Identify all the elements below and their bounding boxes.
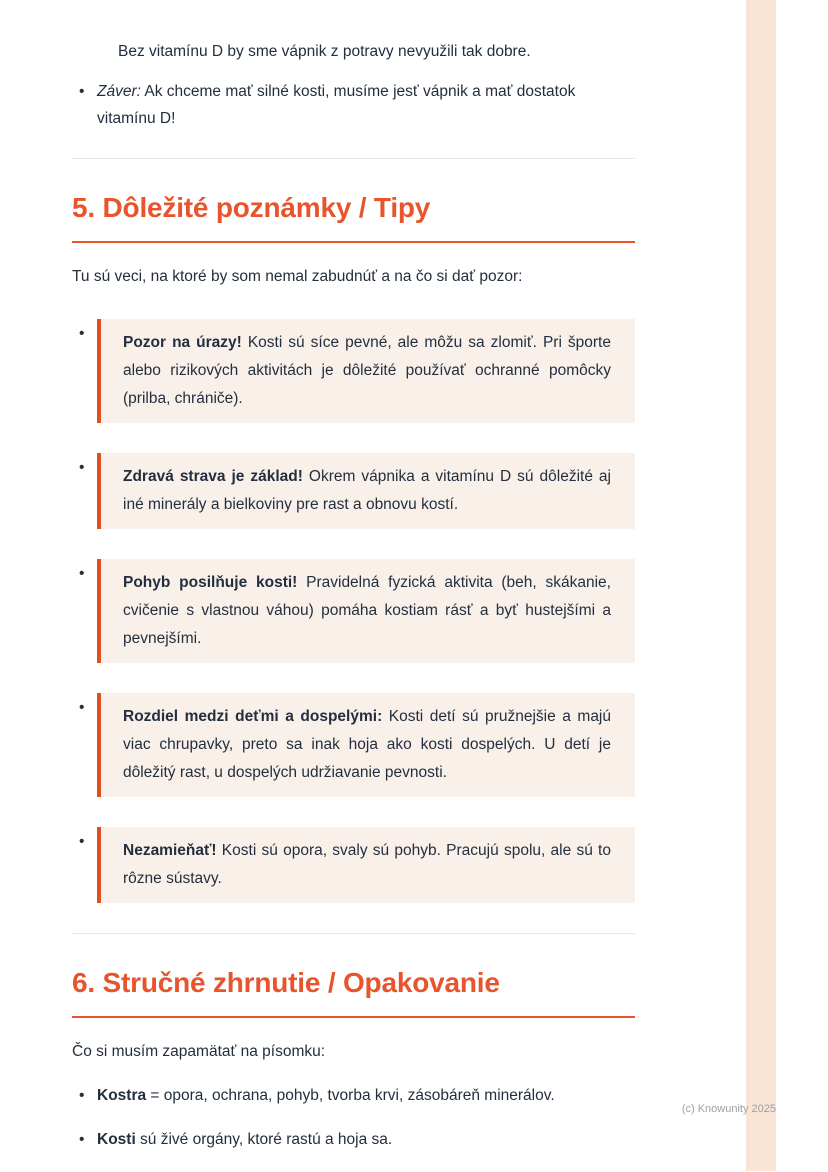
summary-item	[72, 1128, 635, 1152]
callout-box	[97, 827, 635, 903]
callout-body-text: Okrem vápnika a vitamínu D sú dôležité aj iné minerály a bielkoviny pre rast a obnovu kostí.	[123, 468, 611, 513]
summary-item	[72, 1084, 635, 1108]
section-6-intro: Čo si musím zapamätať na písomku:	[72, 1043, 326, 1060]
callout-item	[72, 453, 635, 529]
bullet-marker: •	[79, 833, 85, 850]
bullet-marker: •	[79, 459, 85, 476]
footer-credit: (c) Knowunity 2025	[681, 1103, 776, 1115]
summary-bold-text: Kostra	[97, 1087, 147, 1104]
page-content	[72, 0, 635, 1172]
summary-body-text: sú živé orgány, ktoré rastú a hoja sa.	[135, 1131, 393, 1148]
callout-bold-text: Rozdiel medzi deťmi a dospelými:	[123, 708, 383, 725]
callout-item	[72, 559, 635, 663]
section-divider	[72, 933, 635, 934]
conclusion-list	[72, 78, 635, 132]
callout-box	[97, 693, 635, 797]
callout-item	[72, 827, 635, 903]
right-margin-stripe	[746, 0, 776, 1171]
callout-bold-text: Nezamieňať!	[123, 842, 217, 859]
list-item-zaver	[72, 78, 635, 132]
callout-item	[72, 319, 635, 423]
callout-bold-text: Zdravá strava je základ!	[123, 468, 303, 485]
bullet-marker: •	[79, 699, 85, 716]
callout-item	[72, 693, 635, 797]
bullet-marker: •	[79, 325, 85, 342]
section-divider	[72, 158, 635, 159]
summary-bold-text: Kosti	[97, 1131, 136, 1148]
callout-body-text: Kosti sú síce pevné, ale môžu sa zlomiť. Pri športe alebo rizikových aktivitách je dôležité používať ochranné pomôcky (prilba, chrániče).	[123, 334, 611, 407]
callout-body-text: Kosti sú opora, svaly sú pohyb. Pracujú spolu, ale sú to rôzne sústavy.	[123, 842, 611, 887]
section-5-title: 5. Dôležité poznámky / Tipy	[72, 191, 635, 243]
summary-body-text: = opora, ochrana, pohyb, tvorba krvi, zásobáreň minerálov.	[146, 1087, 555, 1104]
section-6-title: 6. Stručné zhrnutie / Opakovanie	[72, 966, 635, 1018]
callout-box	[97, 453, 635, 529]
section-5-intro: Tu sú veci, na ktoré by som nemal zabudnúť a na čo si dať pozor:	[72, 268, 523, 285]
continuation-paragraph: Bez vitamínu D by sme vápnik z potravy nevyužili tak dobre.	[118, 43, 531, 60]
callout-bold-text: Pozor na úrazy!	[123, 334, 242, 351]
bullet-marker: •	[79, 565, 85, 582]
zaver-text: Ak chceme mať silné kosti, musíme jesť vápnik a mať dostatok vitamínu D!	[97, 83, 576, 127]
tips-callout-list	[72, 319, 635, 903]
callout-body-text: Pravidelná fyzická aktivita (beh, skákanie, cvičenie s vlastnou váhou) pomáha kostiam rásť a byť hustejšími a pevnejšími.	[123, 574, 611, 647]
callout-bold-text: Pohyb posilňuje kosti!	[123, 574, 298, 591]
callout-box	[97, 319, 635, 423]
callout-body-text: Kosti detí sú pružnejšie a majú viac chrupavky, preto sa inak hoja ako kosti dospelých. U detí je dôležitý rast, u dospelých udržiavanie pevnosti.	[123, 708, 612, 781]
zaver-label: Záver:	[97, 83, 141, 100]
summary-list	[72, 1084, 635, 1152]
callout-box	[97, 559, 635, 663]
